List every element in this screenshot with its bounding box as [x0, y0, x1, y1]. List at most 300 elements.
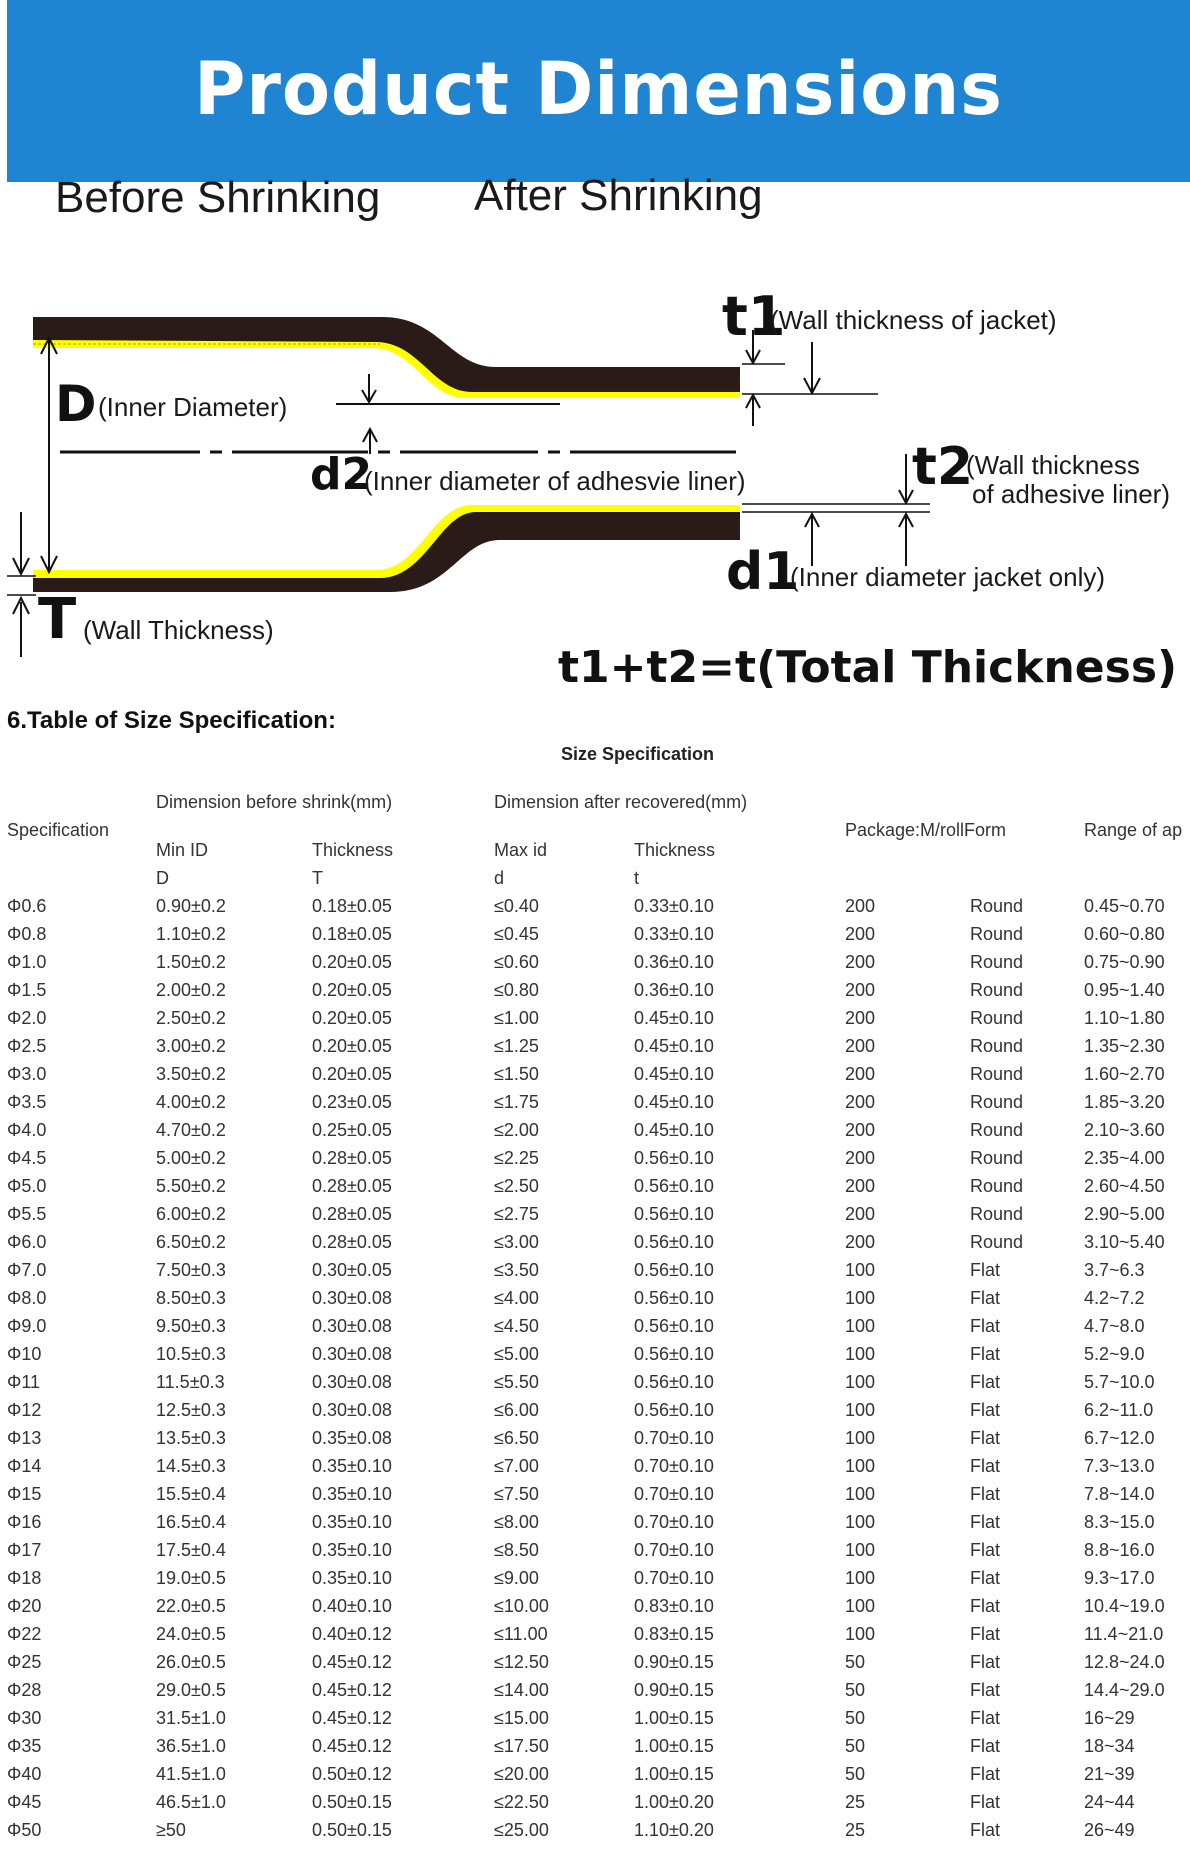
cell-thickness-after: 0.70±0.10: [634, 1456, 714, 1476]
cell-range: 3.10~5.40: [1084, 1232, 1165, 1252]
cell-form: Flat: [970, 1316, 1001, 1336]
cell-thickness-before: 0.50±0.15: [312, 1820, 392, 1840]
cell-min-id: 0.90±0.2: [156, 896, 226, 916]
cell-max-id: ≤0.45: [494, 924, 539, 944]
cell-range: 1.35~2.30: [1084, 1036, 1165, 1056]
cell-thickness-before: 0.35±0.10: [312, 1512, 392, 1532]
cell-max-id: ≤22.50: [494, 1792, 549, 1812]
cell-max-id: ≤8.00: [494, 1512, 539, 1532]
cell-spec: Φ35: [7, 1736, 42, 1756]
cell-form: Flat: [970, 1484, 1001, 1504]
cell-form: Flat: [970, 1708, 1001, 1728]
cell-package: 25: [845, 1792, 866, 1812]
cell-thickness-before: 0.35±0.10: [312, 1568, 392, 1588]
cell-package: 200: [845, 1120, 876, 1140]
cell-package: 200: [845, 1092, 876, 1112]
cell-form: Flat: [970, 1624, 1001, 1644]
T-symbol: T: [38, 587, 77, 652]
cell-package: 100: [845, 1372, 876, 1392]
cell-thickness-before: 0.45±0.12: [312, 1652, 392, 1672]
cell-spec: Φ6.0: [7, 1232, 47, 1252]
cell-package: 100: [845, 1624, 876, 1644]
cell-thickness-before: 0.30±0.08: [312, 1288, 392, 1308]
cell-package: 100: [845, 1596, 876, 1616]
cell-min-id: 13.5±0.3: [156, 1428, 226, 1448]
cell-thickness-after: 0.70±0.10: [634, 1512, 714, 1532]
top-jacket: [33, 317, 740, 394]
cell-form: Flat: [970, 1400, 1001, 1420]
cell-max-id: ≤0.60: [494, 952, 539, 972]
cell-package: 100: [845, 1260, 876, 1280]
cell-min-id: 29.0±0.5: [156, 1680, 226, 1700]
cell-package: 100: [845, 1344, 876, 1364]
t2-symbol: t2: [912, 437, 974, 497]
cell-spec: Φ50: [7, 1820, 42, 1840]
cell-spec: Φ40: [7, 1764, 42, 1784]
d2-symbol: d2: [310, 449, 373, 500]
header-symbol-T: T: [312, 868, 323, 888]
cell-package: 50: [845, 1652, 866, 1672]
cell-spec: Φ12: [7, 1400, 42, 1420]
cell-range: 24~44: [1084, 1792, 1135, 1812]
cell-form: Flat: [970, 1372, 1001, 1392]
cell-max-id: ≤2.75: [494, 1204, 539, 1224]
cell-max-id: ≤14.00: [494, 1680, 549, 1700]
cell-thickness-before: 0.30±0.08: [312, 1316, 392, 1336]
cell-min-id: 12.5±0.3: [156, 1400, 226, 1420]
cell-min-id: 7.50±0.3: [156, 1260, 226, 1280]
cell-thickness-before: 0.45±0.12: [312, 1680, 392, 1700]
cell-thickness-after: 0.36±0.10: [634, 952, 714, 972]
cell-form: Flat: [970, 1288, 1001, 1308]
cell-package: 50: [845, 1736, 866, 1756]
bottom-jacket: [33, 512, 740, 592]
cell-min-id: 17.5±0.4: [156, 1540, 226, 1560]
cell-form: Flat: [970, 1820, 1001, 1840]
cell-package: 200: [845, 1232, 876, 1252]
cell-thickness-before: 0.50±0.12: [312, 1764, 392, 1784]
cell-max-id: ≤15.00: [494, 1708, 549, 1728]
cell-spec: Φ1.5: [7, 980, 47, 1000]
cell-package: 200: [845, 1008, 876, 1028]
cell-min-id: 5.50±0.2: [156, 1176, 226, 1196]
cell-spec: Φ22: [7, 1624, 42, 1644]
cell-min-id: 46.5±1.0: [156, 1792, 226, 1812]
cell-package: 100: [845, 1484, 876, 1504]
cell-min-id: 5.00±0.2: [156, 1148, 226, 1168]
cell-range: 6.7~12.0: [1084, 1428, 1155, 1448]
cell-thickness-before: 0.20±0.05: [312, 1036, 392, 1056]
cell-range: 6.2~11.0: [1084, 1400, 1154, 1420]
cell-thickness-after: 0.70±0.10: [634, 1568, 714, 1588]
cell-range: 7.8~14.0: [1084, 1484, 1155, 1504]
cell-form: Flat: [970, 1792, 1001, 1812]
t1-description: (Wall thickness of jacket): [770, 305, 1057, 335]
header-range: Range of ap: [1084, 820, 1183, 840]
cell-range: 12.8~24.0: [1084, 1652, 1165, 1672]
cell-range: 8.3~15.0: [1084, 1512, 1155, 1532]
cell-spec: Φ8.0: [7, 1288, 47, 1308]
cell-package: 25: [845, 1820, 866, 1840]
cell-spec: Φ0.8: [7, 924, 47, 944]
cell-spec: Φ45: [7, 1792, 42, 1812]
cell-range: 4.7~8.0: [1084, 1316, 1145, 1336]
cell-range: 5.7~10.0: [1084, 1372, 1155, 1392]
cell-thickness-after: 0.70±0.10: [634, 1540, 714, 1560]
cell-thickness-after: 1.00±0.20: [634, 1792, 714, 1812]
header-thickness-before: Thickness: [312, 840, 394, 860]
cell-range: 0.45~0.70: [1084, 896, 1165, 916]
cell-form: Round: [970, 1120, 1024, 1140]
cell-spec: Φ11: [7, 1372, 41, 1392]
cell-form: Flat: [970, 1596, 1001, 1616]
cell-spec: Φ16: [7, 1512, 42, 1532]
cell-min-id: 41.5±1.0: [156, 1764, 226, 1784]
cell-thickness-before: 0.35±0.08: [312, 1428, 392, 1448]
cell-form: Round: [970, 1176, 1024, 1196]
cell-thickness-before: 0.45±0.12: [312, 1736, 392, 1756]
cell-thickness-after: 0.56±0.10: [634, 1204, 714, 1224]
cell-thickness-before: 0.40±0.12: [312, 1624, 392, 1644]
cell-min-id: 36.5±1.0: [156, 1736, 226, 1756]
cell-max-id: ≤17.50: [494, 1736, 549, 1756]
cell-thickness-before: 0.30±0.05: [312, 1260, 392, 1280]
cell-spec: Φ30: [7, 1708, 42, 1728]
cell-thickness-after: 1.10±0.20: [634, 1820, 714, 1840]
cell-min-id: 6.50±0.2: [156, 1232, 226, 1252]
cell-max-id: ≤3.50: [494, 1260, 539, 1280]
cell-thickness-before: 0.20±0.05: [312, 952, 392, 972]
cell-thickness-before: 0.35±0.10: [312, 1456, 392, 1476]
cell-max-id: ≤1.50: [494, 1064, 539, 1084]
cell-thickness-after: 0.90±0.15: [634, 1652, 714, 1672]
cell-thickness-before: 0.18±0.05: [312, 924, 392, 944]
cell-form: Flat: [970, 1652, 1001, 1672]
cell-thickness-before: 0.40±0.10: [312, 1596, 392, 1616]
after-shrinking-label: After Shrinking: [474, 171, 763, 220]
cell-thickness-after: 0.56±0.10: [634, 1344, 714, 1364]
cell-min-id: 14.5±0.3: [156, 1456, 226, 1476]
cell-thickness-after: 0.70±0.10: [634, 1428, 714, 1448]
cell-range: 1.60~2.70: [1084, 1064, 1165, 1084]
cell-spec: Φ2.0: [7, 1008, 47, 1028]
header-symbol-D: D: [156, 868, 169, 888]
cell-thickness-after: 0.36±0.10: [634, 980, 714, 1000]
cell-thickness-after: 1.00±0.15: [634, 1764, 714, 1784]
cell-max-id: ≤9.00: [494, 1568, 539, 1588]
cell-range: 16~29: [1084, 1708, 1135, 1728]
cell-package: 100: [845, 1288, 876, 1308]
cell-spec: Φ14: [7, 1456, 42, 1476]
cell-max-id: ≤7.50: [494, 1484, 539, 1504]
header-symbol-t: t: [634, 868, 640, 888]
cell-spec: Φ3.0: [7, 1064, 47, 1084]
cell-spec: Φ28: [7, 1680, 42, 1700]
cell-thickness-before: 0.35±0.10: [312, 1484, 392, 1504]
section-title: 6.Table of Size Specification:: [7, 707, 336, 734]
header-thickness-after: Thickness: [634, 840, 716, 860]
t1-symbol: t1: [722, 285, 786, 348]
cell-range: 9.3~17.0: [1084, 1568, 1155, 1588]
cell-thickness-after: 1.00±0.15: [634, 1736, 714, 1756]
d2-description: (Inner diameter of adhesvie liner): [364, 466, 746, 496]
cell-form: Round: [970, 1148, 1024, 1168]
cell-spec: Φ4.0: [7, 1120, 47, 1140]
cell-package: 200: [845, 924, 876, 944]
cell-min-id: 11.5±0.3: [156, 1372, 225, 1392]
cell-form: Flat: [970, 1568, 1001, 1588]
cell-form: Round: [970, 1232, 1024, 1252]
cell-spec: Φ5.0: [7, 1176, 47, 1196]
cell-thickness-after: 0.56±0.10: [634, 1372, 714, 1392]
cell-thickness-after: 0.70±0.10: [634, 1484, 714, 1504]
D-symbol: D: [55, 375, 97, 433]
cell-range: 7.3~13.0: [1084, 1456, 1155, 1476]
cell-max-id: ≤1.25: [494, 1036, 539, 1056]
cell-max-id: ≤3.00: [494, 1232, 539, 1252]
cell-thickness-before: 0.23±0.05: [312, 1092, 392, 1112]
cell-package: 200: [845, 1148, 876, 1168]
cell-form: Flat: [970, 1512, 1001, 1532]
cell-range: 2.10~3.60: [1084, 1120, 1165, 1140]
cell-form: Round: [970, 1092, 1024, 1112]
cell-thickness-before: 0.30±0.08: [312, 1372, 392, 1392]
cell-thickness-after: 0.90±0.15: [634, 1680, 714, 1700]
cell-min-id: 2.00±0.2: [156, 980, 226, 1000]
cell-spec: Φ0.6: [7, 896, 47, 916]
cell-thickness-before: 0.45±0.12: [312, 1708, 392, 1728]
shrink-diagram: [0, 171, 1190, 707]
cell-range: 2.35~4.00: [1084, 1148, 1165, 1168]
cell-range: 1.85~3.20: [1084, 1092, 1165, 1112]
cell-thickness-after: 0.45±0.10: [634, 1064, 714, 1084]
cell-range: 18~34: [1084, 1736, 1135, 1756]
cell-max-id: ≤7.00: [494, 1456, 539, 1476]
cell-package: 200: [845, 1176, 876, 1196]
total-thickness-formula: t1+t2=t(Total Thickness): [558, 642, 1178, 693]
cell-package: 100: [845, 1512, 876, 1532]
cell-range: 5.2~9.0: [1084, 1344, 1145, 1364]
cell-range: 3.7~6.3: [1084, 1260, 1145, 1280]
cell-max-id: ≤2.50: [494, 1176, 539, 1196]
t2-description-line1: (Wall thickness: [966, 450, 1140, 480]
t2-description-line2: of adhesive liner): [972, 479, 1170, 509]
cell-thickness-before: 0.28±0.05: [312, 1232, 392, 1252]
cell-min-id: 6.00±0.2: [156, 1204, 226, 1224]
cell-max-id: ≤5.50: [494, 1372, 539, 1392]
cell-min-id: 1.50±0.2: [156, 952, 226, 972]
cell-spec: Φ15: [7, 1484, 42, 1504]
header-after-recovered: Dimension after recovered(mm): [494, 792, 748, 812]
cell-package: 100: [845, 1540, 876, 1560]
cell-spec: Φ17: [7, 1540, 42, 1560]
header-symbol-d: d: [494, 868, 505, 888]
cell-spec: Φ25: [7, 1652, 42, 1672]
cell-max-id: ≤6.50: [494, 1428, 539, 1448]
cell-form: Flat: [970, 1344, 1001, 1364]
cell-form: Round: [970, 1064, 1024, 1084]
cell-package: 50: [845, 1708, 866, 1728]
cell-thickness-after: 0.33±0.10: [634, 896, 714, 916]
cell-thickness-after: 0.83±0.15: [634, 1624, 714, 1644]
cell-min-id: 24.0±0.5: [156, 1624, 226, 1644]
cell-form: Round: [970, 896, 1024, 916]
cell-thickness-after: 0.45±0.10: [634, 1008, 714, 1028]
cell-thickness-after: 0.45±0.10: [634, 1036, 714, 1056]
D-description: (Inner Diameter): [98, 392, 288, 422]
cell-spec: Φ3.5: [7, 1092, 47, 1112]
cell-min-id: 1.10±0.2: [156, 924, 226, 944]
cell-min-id: 4.70±0.2: [156, 1120, 226, 1140]
banner-title: Product Dimensions: [194, 45, 1003, 133]
cell-thickness-after: 0.56±0.10: [634, 1176, 714, 1196]
cell-package: 100: [845, 1568, 876, 1588]
cell-min-id: 4.00±0.2: [156, 1092, 226, 1112]
cell-min-id: 19.0±0.5: [156, 1568, 226, 1588]
cell-thickness-after: 0.33±0.10: [634, 924, 714, 944]
cell-thickness-before: 0.20±0.05: [312, 1008, 392, 1028]
header-specification: Specification: [7, 820, 110, 840]
cell-max-id: ≤4.00: [494, 1288, 539, 1308]
cell-package: 50: [845, 1764, 866, 1784]
cell-range: 10.4~19.0: [1084, 1596, 1165, 1616]
cell-thickness-before: 0.50±0.15: [312, 1792, 392, 1812]
cell-thickness-after: 0.56±0.10: [634, 1288, 714, 1308]
header-min-id: Min ID: [156, 840, 209, 860]
cell-spec: Φ2.5: [7, 1036, 47, 1056]
cell-max-id: ≤4.50: [494, 1316, 539, 1336]
cell-max-id: ≤5.00: [494, 1344, 539, 1364]
cell-spec: Φ18: [7, 1568, 42, 1588]
cell-thickness-after: 0.56±0.10: [634, 1232, 714, 1252]
cell-min-id: 3.00±0.2: [156, 1036, 226, 1056]
cell-range: 2.60~4.50: [1084, 1176, 1165, 1196]
cell-form: Round: [970, 980, 1024, 1000]
cell-max-id: ≤10.00: [494, 1596, 549, 1616]
cell-spec: Φ1.0: [7, 952, 47, 972]
cell-thickness-before: 0.28±0.05: [312, 1204, 392, 1224]
cell-range: 2.90~5.00: [1084, 1204, 1165, 1224]
cell-package: 100: [845, 1316, 876, 1336]
cell-max-id: ≤1.75: [494, 1092, 539, 1112]
cell-spec: Φ20: [7, 1596, 42, 1616]
cell-spec: Φ4.5: [7, 1148, 47, 1168]
cell-form: Flat: [970, 1736, 1001, 1756]
cell-form: Flat: [970, 1428, 1001, 1448]
cell-max-id: ≤6.00: [494, 1400, 539, 1420]
cell-spec: Φ5.5: [7, 1204, 47, 1224]
cell-package: 200: [845, 1204, 876, 1224]
cell-min-id: 8.50±0.3: [156, 1288, 226, 1308]
cell-range: 0.75~0.90: [1084, 952, 1165, 972]
cell-min-id: 22.0±0.5: [156, 1596, 226, 1616]
header-max-id: Max id: [494, 840, 548, 860]
before-shrinking-label: Before Shrinking: [55, 173, 381, 222]
cell-thickness-before: 0.18±0.05: [312, 896, 392, 916]
cell-max-id: ≤0.40: [494, 896, 539, 916]
cell-package: 50: [845, 1680, 866, 1700]
cell-thickness-after: 0.45±0.10: [634, 1092, 714, 1112]
cell-spec: Φ7.0: [7, 1260, 47, 1280]
cell-range: 1.10~1.80: [1084, 1008, 1165, 1028]
cell-min-id: 10.5±0.3: [156, 1344, 226, 1364]
cell-form: Flat: [970, 1680, 1001, 1700]
cell-thickness-after: 1.00±0.15: [634, 1708, 714, 1728]
cell-min-id: ≥50: [156, 1820, 186, 1840]
cell-range: 0.95~1.40: [1084, 980, 1165, 1000]
cell-thickness-before: 0.28±0.05: [312, 1176, 392, 1196]
cell-thickness-after: 0.83±0.10: [634, 1596, 714, 1616]
cell-package: 100: [845, 1456, 876, 1476]
cell-max-id: ≤12.50: [494, 1652, 549, 1672]
cell-min-id: 15.5±0.4: [156, 1484, 226, 1504]
cell-max-id: ≤25.00: [494, 1820, 549, 1840]
cell-form: Flat: [970, 1540, 1001, 1560]
title-banner: [7, 0, 1190, 182]
cell-max-id: ≤11.00: [494, 1624, 548, 1644]
cell-spec: Φ13: [7, 1428, 42, 1448]
cell-min-id: 16.5±0.4: [156, 1512, 226, 1532]
cell-min-id: 2.50±0.2: [156, 1008, 226, 1028]
cell-form: Flat: [970, 1764, 1001, 1784]
cell-thickness-after: 0.56±0.10: [634, 1316, 714, 1336]
cell-form: Round: [970, 1008, 1024, 1028]
cell-max-id: ≤20.00: [494, 1764, 549, 1784]
cell-max-id: ≤2.00: [494, 1120, 539, 1140]
cell-thickness-before: 0.20±0.05: [312, 980, 392, 1000]
cell-form: Round: [970, 924, 1024, 944]
cell-package: 200: [845, 1036, 876, 1056]
cell-range: 11.4~21.0: [1084, 1624, 1164, 1644]
header-before-shrink: Dimension before shrink(mm): [156, 792, 393, 812]
cell-package: 100: [845, 1400, 876, 1420]
cell-min-id: 31.5±1.0: [156, 1708, 226, 1728]
cell-range: 14.4~29.0: [1084, 1680, 1165, 1700]
cell-spec: Φ9.0: [7, 1316, 47, 1336]
cell-form: Flat: [970, 1456, 1001, 1476]
cell-max-id: ≤8.50: [494, 1540, 539, 1560]
cell-range: 21~39: [1084, 1764, 1135, 1784]
cell-range: 26~49: [1084, 1820, 1135, 1840]
cell-package: 200: [845, 896, 876, 916]
cell-thickness-before: 0.25±0.05: [312, 1120, 392, 1140]
cell-range: 4.2~7.2: [1084, 1288, 1145, 1308]
cell-min-id: 3.50±0.2: [156, 1064, 226, 1084]
cell-thickness-before: 0.30±0.08: [312, 1344, 392, 1364]
table-caption: Size Specification: [560, 744, 715, 764]
cell-min-id: 26.0±0.5: [156, 1652, 226, 1672]
cell-thickness-before: 0.20±0.05: [312, 1064, 392, 1084]
header-package-form: Package:M/rollForm: [845, 820, 1007, 840]
cell-max-id: ≤0.80: [494, 980, 539, 1000]
cell-thickness-after: 0.56±0.10: [634, 1260, 714, 1280]
cell-thickness-after: 0.56±0.10: [634, 1148, 714, 1168]
cell-form: Flat: [970, 1260, 1001, 1280]
cell-form: Round: [970, 1036, 1024, 1056]
cell-form: Round: [970, 1204, 1024, 1224]
cell-thickness-before: 0.28±0.05: [312, 1148, 392, 1168]
cell-package: 200: [845, 980, 876, 1000]
cell-package: 100: [845, 1428, 876, 1448]
cell-thickness-before: 0.35±0.10: [312, 1540, 392, 1560]
cell-package: 200: [845, 1064, 876, 1084]
d1-symbol: d1: [726, 542, 800, 602]
cell-thickness-after: 0.56±0.10: [634, 1400, 714, 1420]
d1-description: (Inner diameter jacket only): [790, 562, 1106, 592]
cell-min-id: 9.50±0.3: [156, 1316, 226, 1336]
T-description: (Wall Thickness): [83, 615, 274, 645]
cell-spec: Φ10: [7, 1344, 42, 1364]
